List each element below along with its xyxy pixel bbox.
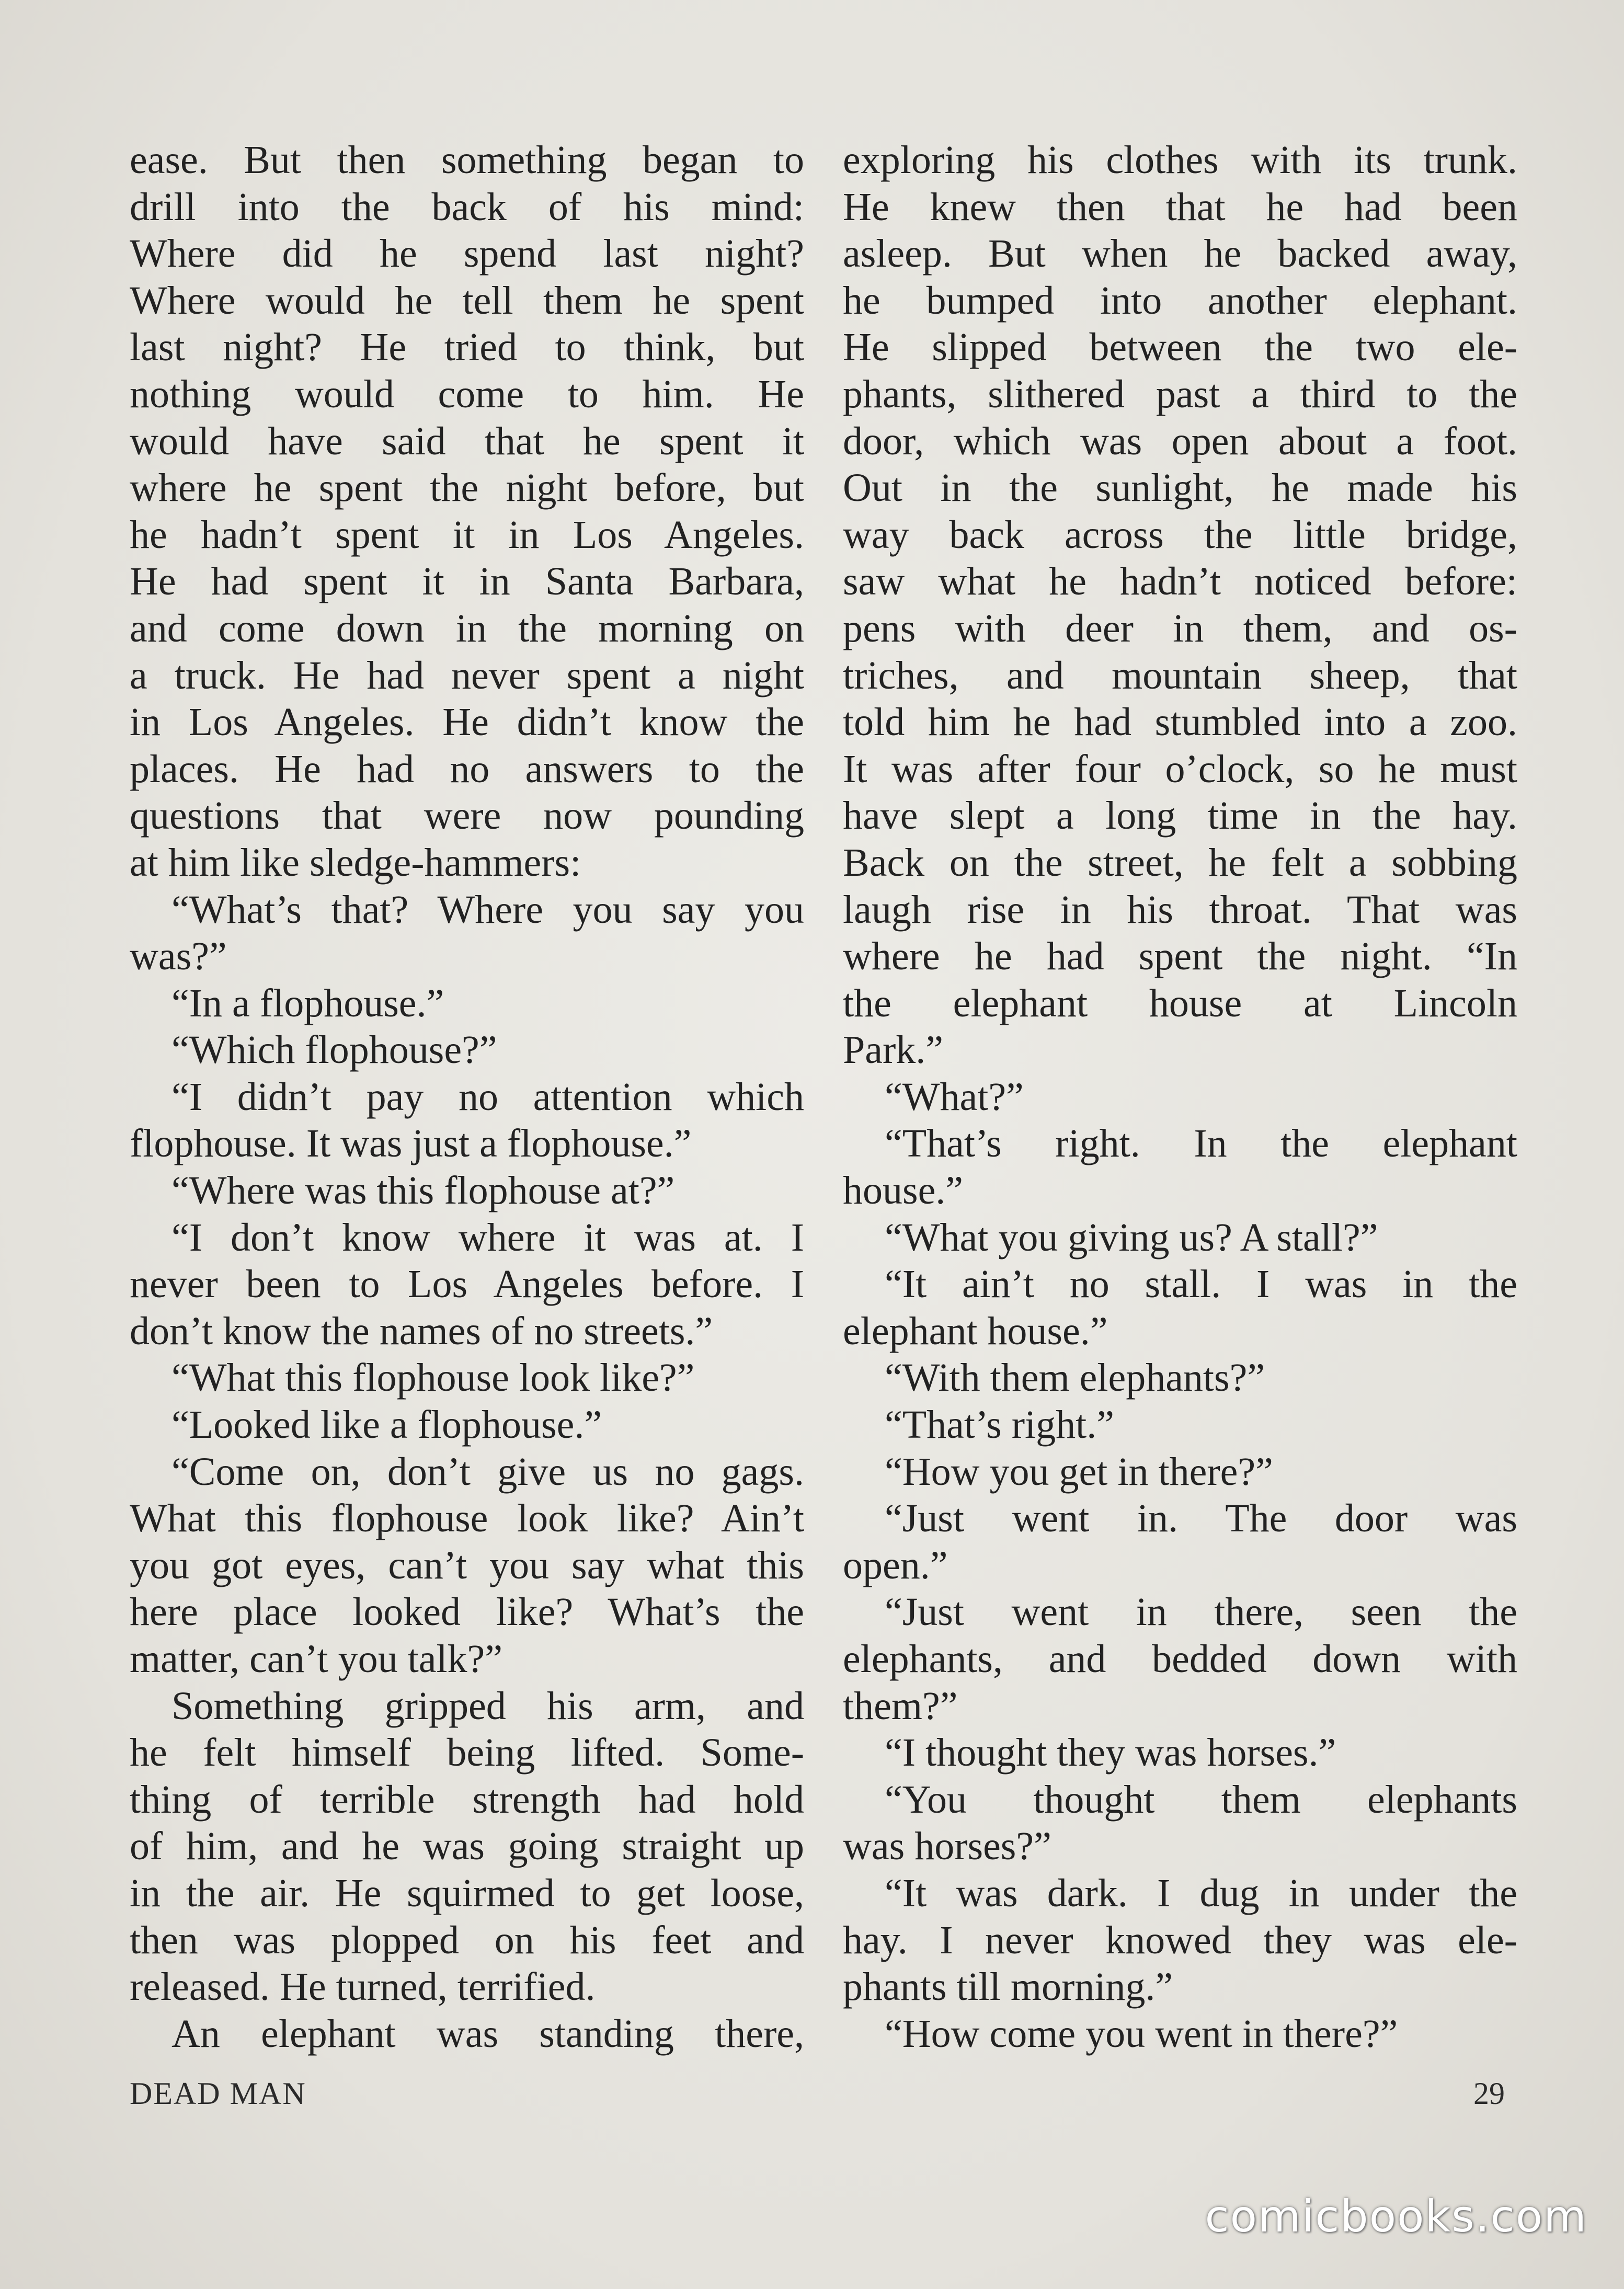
text-line: released. He turned, terrified. — [130, 1965, 596, 2009]
left-text-column — [130, 137, 804, 2057]
text-line: An elephant was standing there, — [171, 2011, 804, 2056]
text-line: saw what he hadn’t noticed before: — [843, 559, 1517, 604]
text-line: pens with deer in them, and os- — [843, 606, 1517, 650]
text-line: “With them elephants?” — [885, 1356, 1265, 1400]
text-line: elephant house.” — [843, 1309, 1108, 1353]
text-line: never been to Los Angeles before. I — [130, 1262, 804, 1307]
text-line: What this flophouse look like? Ain’t — [130, 1496, 804, 1541]
text-line: here place looked like? What’s the — [130, 1590, 804, 1634]
text-line: Back on the street, he felt a sobbing — [843, 840, 1517, 885]
text-line: “Where was this flophouse at?” — [171, 1169, 675, 1213]
text-line: where he spent the night before, but — [130, 466, 804, 510]
text-line: “I don’t know where it was at. I — [171, 1215, 804, 1260]
text-line: “Just went in. The door was — [885, 1496, 1517, 1541]
text-line: exploring his clothes with its trunk. — [843, 138, 1517, 182]
text-line: Park.” — [843, 1028, 944, 1072]
text-line: “How you get in there?” — [885, 1449, 1273, 1494]
text-line: don’t know the names of no streets.” — [130, 1309, 713, 1353]
text-line: open.” — [843, 1543, 948, 1587]
running-title: DEAD MAN — [130, 2076, 306, 2111]
text-line: “What this flophouse look like?” — [171, 1356, 695, 1400]
text-line: door, which was open about a foot. — [843, 419, 1517, 463]
text-line: told him he had stumbled into a zoo. — [843, 700, 1517, 745]
text-line: and come down in the morning on — [130, 606, 804, 650]
text-line: would have said that he spent it — [130, 419, 804, 463]
text-line: He slipped between the two ele- — [843, 325, 1517, 370]
text-line: flophouse. It was just a flophouse.” — [130, 1121, 692, 1166]
text-line: questions that were now pounding — [130, 794, 804, 838]
text-line: “Which flophouse?” — [171, 1028, 497, 1072]
text-line: phants till morning.” — [843, 1965, 1173, 2009]
text-line: “It was dark. I dug in under the — [885, 1871, 1517, 1915]
watermark: comicbooks.com — [1205, 2191, 1587, 2242]
text-line: Out in the sunlight, he made his — [843, 466, 1517, 510]
text-line: he hadn’t spent it in Los Angeles. — [130, 512, 804, 557]
text-line: laugh rise in his throat. That was — [843, 887, 1517, 932]
text-line: “In a flophouse.” — [171, 981, 444, 1025]
text-line: “It ain’t no stall. I was in the — [885, 1262, 1517, 1307]
text-line: “You thought them elephants — [885, 1777, 1517, 1822]
text-line: he felt himself being lifted. Some- — [130, 1731, 804, 1775]
text-line: a truck. He had never spent a night — [130, 653, 804, 697]
text-line: He had spent it in Santa Barbara, — [130, 559, 804, 604]
text-line: them?” — [843, 1684, 958, 1728]
text-line: thing of terrible strength had hold — [130, 1777, 804, 1822]
text-line: Something gripped his arm, and — [171, 1684, 804, 1728]
text-line: in Los Angeles. He didn’t know the — [130, 700, 804, 745]
text-line: triches, and mountain sheep, that — [843, 653, 1517, 697]
text-line: “That’s right. In the elephant — [885, 1121, 1517, 1166]
text-line: phants, slithered past a third to the — [843, 372, 1517, 416]
text-line: “How come you went in there?” — [885, 2011, 1398, 2056]
text-line: last night? He tried to think, but — [130, 325, 804, 370]
text-line: where he had spent the night. “In — [843, 934, 1517, 979]
text-line: way back across the little bridge, — [843, 512, 1517, 557]
text-line: Where did he spend last night? — [130, 232, 804, 276]
text-line: at him like sledge-hammers: — [130, 840, 581, 885]
text-line: elephants, and bedded down with — [843, 1637, 1517, 1681]
text-line: hay. I never knowed they was ele- — [843, 1918, 1517, 1962]
text-line: “Come on, don’t give us no gags. — [171, 1449, 804, 1494]
text-line: It was after four o’clock, so he must — [843, 747, 1517, 791]
text-line: He knew then that he had been — [843, 185, 1517, 229]
text-line: of him, and he was going straight up — [130, 1824, 804, 1869]
text-line: nothing would come to him. He — [130, 372, 804, 416]
text-line: “I didn’t pay no attention which — [171, 1074, 804, 1119]
text-line: “What’s that? Where you say you — [171, 887, 804, 932]
text-line: was?” — [130, 934, 227, 979]
text-line: “What you giving us? A stall?” — [885, 1215, 1378, 1260]
text-line: matter, can’t you talk?” — [130, 1637, 503, 1681]
text-line: asleep. But when he backed away, — [843, 232, 1517, 276]
text-line: was horses?” — [843, 1824, 1051, 1869]
text-line: he bumped into another elephant. — [843, 278, 1517, 323]
text-line: have slept a long time in the hay. — [843, 794, 1517, 838]
text-line: Where would he tell them he spent — [130, 278, 804, 323]
text-line: you got eyes, can’t you say what this — [130, 1543, 804, 1587]
page-number: 29 — [1473, 2076, 1505, 2111]
right-text-column — [843, 137, 1517, 2057]
text-line: “I thought they was horses.” — [885, 1731, 1336, 1775]
text-line: “Looked like a flophouse.” — [171, 1403, 602, 1447]
text-line: places. He had no answers to the — [130, 747, 804, 791]
text-line: then was plopped on his feet and — [130, 1918, 804, 1962]
text-line: ease. But then something began to — [130, 138, 804, 182]
text-line: “What?” — [885, 1074, 1024, 1119]
text-line: “Just went in there, seen the — [885, 1590, 1517, 1634]
text-line: house.” — [843, 1169, 964, 1213]
text-line: “That’s right.” — [885, 1403, 1114, 1447]
text-line: drill into the back of his mind: — [130, 185, 804, 229]
text-line: the elephant house at Lincoln — [843, 981, 1517, 1025]
text-line: in the air. He squirmed to get loose, — [130, 1871, 804, 1915]
